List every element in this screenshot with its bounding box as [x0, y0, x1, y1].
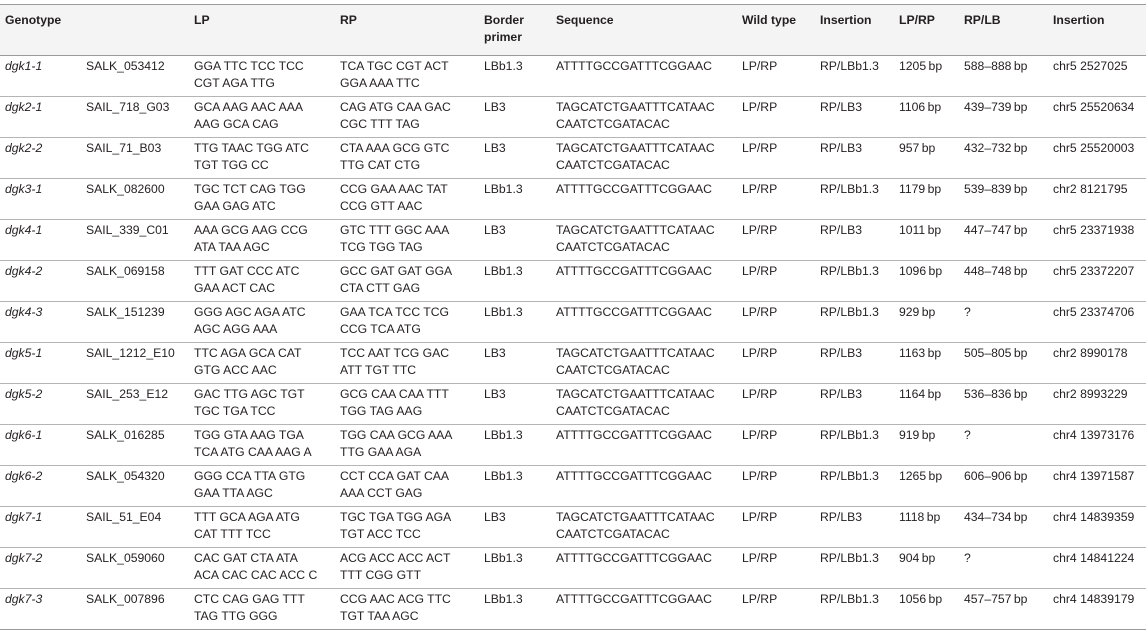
rp-primer-line: CCT CCA GAT CAA — [340, 469, 450, 483]
table-row — [0, 343, 1146, 384]
wild-type-cell: LP/RP — [742, 182, 778, 196]
lp-primer-line: TAG TTG GGG — [194, 609, 278, 623]
insertion-position-cell: chr4 13971587 — [1053, 469, 1135, 483]
sequence-cell — [556, 425, 742, 466]
rp-primer-cell — [340, 548, 484, 589]
rp-primer-line: GTC TTT GGC AAA — [340, 223, 450, 237]
insertion-cell: RP/LBb1.3 — [820, 428, 879, 442]
genotype-cell: dgk2-1 — [5, 100, 43, 114]
sequence-cell — [556, 343, 742, 384]
sequence-line: ATTTTGCCGATTTCGGAAC — [556, 264, 712, 278]
lp-rp-size-cell: 1118 bp — [899, 510, 941, 524]
rp-primer-line: ACG ACC ACC ACT — [340, 551, 451, 565]
insertion-cell: RP/LBb1.3 — [820, 182, 879, 196]
rp-primer-cell — [340, 302, 484, 343]
wild-type-cell: LP/RP — [742, 346, 778, 360]
rp-primer-line: GCC GAT GAT GGA — [340, 264, 453, 278]
table-header-row — [0, 5, 1146, 56]
lp-primer-line: TTG TAAC TGG ATC — [194, 141, 309, 155]
line-id-cell: SALK_016285 — [86, 428, 165, 442]
genotype-cell: dgk2-2 — [5, 141, 43, 155]
insertion-position-cell: chr5 23372207 — [1053, 264, 1135, 278]
genotype-cell: dgk4-1 — [5, 223, 43, 237]
rp-lb-size-cell: 606–906 bp — [964, 469, 1028, 483]
lp-primer-cell — [194, 56, 340, 97]
table-row — [0, 384, 1146, 425]
rp-lb-size-cell: 457–757 bp — [964, 592, 1028, 606]
insertion-cell: RP/LBb1.3 — [820, 305, 879, 319]
sequence-line: CAATCTCGATACAC — [556, 240, 670, 254]
rp-primer-cell — [340, 384, 484, 425]
lp-rp-size-cell: 1056 bp — [899, 592, 943, 606]
sequence-cell — [556, 56, 742, 97]
rp-primer-line: ATT TGT TTC — [340, 363, 417, 377]
insertion-cell: RP/LBb1.3 — [820, 59, 879, 73]
lp-rp-size-cell: 904 bp — [899, 551, 936, 565]
header-lp-rp: LP/RP — [899, 13, 935, 27]
wild-type-cell: LP/RP — [742, 223, 778, 237]
rp-primer-cell — [340, 97, 484, 138]
lp-primer-cell — [194, 261, 340, 302]
genotype-cell: dgk3-1 — [5, 182, 43, 196]
line-id-cell: SALK_053412 — [86, 59, 165, 73]
lp-primer-line: AGC AGG AAA — [194, 322, 278, 336]
sequence-line: ATTTTGCCGATTTCGGAAC — [556, 59, 712, 73]
border-primer-cell: LB3 — [484, 223, 506, 237]
lp-primer-line: GAA TTA AGC — [194, 486, 273, 500]
insertion-position-cell: chr5 23371938 — [1053, 223, 1135, 237]
header-wild-type: Wild type — [742, 13, 797, 27]
lp-primer-line: TTT GCA AGA ATG — [194, 510, 300, 524]
rp-primer-line: CCG GTT AAC — [340, 199, 423, 213]
rp-lb-size-cell: 432–732 bp — [964, 141, 1028, 155]
table-row — [0, 548, 1146, 589]
lp-primer-line: TGG GTA AAG TGA — [194, 428, 304, 442]
lp-rp-size-cell: 1205 bp — [899, 59, 943, 73]
lp-rp-size-cell: 1265 bp — [899, 469, 943, 483]
rp-primer-line: TTT CGG GTT — [340, 568, 422, 582]
rp-lb-size-cell: 536–836 bp — [964, 387, 1028, 401]
sequence-line: CAATCTCGATACAC — [556, 404, 670, 418]
border-primer-cell: LBb1.3 — [484, 264, 523, 278]
lp-primer-cell — [194, 220, 340, 261]
header-rp: RP — [340, 13, 357, 27]
line-id-cell: SALK_059060 — [86, 551, 165, 565]
rp-primer-line: TGC TGA TGG AGA — [340, 510, 452, 524]
insertion-position-cell: chr2 8993229 — [1053, 387, 1128, 401]
insertion-cell: RP/LB3 — [820, 387, 863, 401]
sequence-line: CAATCTCGATACAC — [556, 117, 670, 131]
sequence-line: CAATCTCGATACAC — [556, 363, 670, 377]
insertion-position-cell: chr4 14839179 — [1053, 592, 1135, 606]
rp-primer-line: CCG AAC ACG TTC — [340, 592, 451, 606]
rp-primer-line: TGG CAA GCG AAA — [340, 428, 453, 442]
header-border-primer-label: Border primer — [484, 13, 524, 44]
rp-primer-line: TCG TGG TAG — [340, 240, 423, 254]
lp-primer-line: CTC CAG GAG TTT — [194, 592, 305, 606]
genotype-cell: dgk1-1 — [5, 59, 43, 73]
insertion-cell: RP/LB3 — [820, 223, 863, 237]
rp-primer-line: TGT ACC TCC — [340, 527, 421, 541]
border-primer-cell: LBb1.3 — [484, 592, 523, 606]
insertion-position-cell: chr2 8990178 — [1053, 346, 1128, 360]
genotype-cell: dgk4-2 — [5, 264, 43, 278]
lp-primer-cell — [194, 97, 340, 138]
sequence-cell — [556, 179, 742, 220]
rp-primer-line: CAG ATG CAA GAC — [340, 100, 451, 114]
insertion-cell: RP/LB3 — [820, 346, 863, 360]
genotype-cell: dgk7-3 — [5, 592, 43, 606]
rp-lb-size-cell: ? — [964, 428, 971, 442]
rp-primer-cell — [340, 343, 484, 384]
wild-type-cell: LP/RP — [742, 428, 778, 442]
border-primer-cell: LBb1.3 — [484, 182, 523, 196]
rp-primer-cell — [340, 507, 484, 548]
insertion-cell: RP/LBb1.3 — [820, 469, 879, 483]
rp-primer-line: CCG TCA ATG — [340, 322, 421, 336]
line-id-cell: SALK_151239 — [86, 305, 165, 319]
wild-type-cell: LP/RP — [742, 510, 778, 524]
sequence-cell — [556, 507, 742, 548]
lp-rp-size-cell: 1096 bp — [899, 264, 943, 278]
rp-primer-line: TCC AAT TCG GAC — [340, 346, 450, 360]
lp-primer-cell — [194, 466, 340, 507]
wild-type-cell: LP/RP — [742, 141, 778, 155]
lp-primer-line: TGC TGA TCC — [194, 404, 276, 418]
rp-primer-line: TCA TGC CGT ACT — [340, 59, 449, 73]
genotype-cell: dgk6-2 — [5, 469, 43, 483]
header-border-primer — [484, 5, 556, 56]
rp-lb-size-cell: 434–734 bp — [964, 510, 1028, 524]
insertion-position-cell: chr5 23374706 — [1053, 305, 1135, 319]
table-row — [0, 220, 1146, 261]
header-insertion: Insertion — [820, 13, 872, 27]
lp-primer-line: AAA GCG AAG CCG — [194, 223, 308, 237]
insertion-cell: RP/LB3 — [820, 141, 863, 155]
insertion-position-cell: chr4 14841224 — [1053, 551, 1135, 565]
sequence-line: TAGCATCTGAATTTCATAAC — [556, 100, 715, 114]
border-primer-cell: LBb1.3 — [484, 305, 523, 319]
sequence-line: ATTTTGCCGATTTCGGAAC — [556, 592, 712, 606]
rp-primer-line: CCG GAA AAC TAT — [340, 182, 448, 196]
border-primer-cell: LBb1.3 — [484, 551, 523, 565]
insertion-position-cell: chr2 8121795 — [1053, 182, 1128, 196]
sequence-cell — [556, 548, 742, 589]
border-primer-cell: LBb1.3 — [484, 469, 523, 483]
lp-primer-line: CAC GAT CTA ATA — [194, 551, 298, 565]
wild-type-cell: LP/RP — [742, 264, 778, 278]
lp-primer-cell — [194, 384, 340, 425]
table-row — [0, 138, 1146, 179]
lp-rp-size-cell: 957 bp — [899, 141, 936, 155]
sequence-cell — [556, 261, 742, 302]
rp-primer-cell — [340, 138, 484, 179]
insertion-cell: RP/LBb1.3 — [820, 592, 879, 606]
rp-primer-cell — [340, 179, 484, 220]
insertion-cell: RP/LB3 — [820, 510, 863, 524]
lp-primer-line: CAT TTT TCC — [194, 527, 271, 541]
genotype-cell: dgk7-2 — [5, 551, 43, 565]
genotype-cell: dgk4-3 — [5, 305, 43, 319]
insertion-position-cell: chr4 13973176 — [1053, 428, 1135, 442]
rp-primer-line: GGA AAA TTC — [340, 76, 420, 90]
sequence-cell — [556, 97, 742, 138]
genotype-cell: dgk7-1 — [5, 510, 43, 524]
sequence-line: ATTTTGCCGATTTCGGAAC — [556, 469, 712, 483]
lp-rp-size-cell: 929 bp — [899, 305, 936, 319]
rp-primer-line: TGG TAG AAG — [340, 404, 423, 418]
lp-primer-line: GGG AGC AGA ATC — [194, 305, 306, 319]
lp-primer-line: GAC TTG AGC TGT — [194, 387, 305, 401]
sequence-cell — [556, 384, 742, 425]
lp-primer-line: TCA ATG CAA AAG A — [194, 445, 312, 459]
lp-primer-line: ATA TAA AGC — [194, 240, 270, 254]
line-id-cell: SAIL_339_C01 — [86, 223, 169, 237]
sequence-line: TAGCATCTGAATTTCATAAC — [556, 510, 715, 524]
table-row — [0, 97, 1146, 138]
table-row — [0, 302, 1146, 343]
lp-primer-line: GGG CCA TTA GTG — [194, 469, 306, 483]
header-insertion-position: Insertion — [1053, 13, 1105, 27]
lp-primer-cell — [194, 507, 340, 548]
rp-primer-line: TTG CAT CTG — [340, 158, 421, 172]
border-primer-cell: LB3 — [484, 510, 506, 524]
lp-primer-line: ACA CAC CAC ACC C — [194, 568, 318, 582]
wild-type-cell: LP/RP — [742, 100, 778, 114]
genotype-cell: dgk5-2 — [5, 387, 43, 401]
lp-primer-line: CGT AGA TTG — [194, 76, 275, 90]
lp-primer-line: GTG ACC AAC — [194, 363, 277, 377]
primer-table-container — [0, 4, 1146, 630]
table-row — [0, 466, 1146, 507]
lp-rp-size-cell: 1164 bp — [899, 387, 942, 401]
wild-type-cell: LP/RP — [742, 387, 778, 401]
table-row — [0, 589, 1146, 630]
rp-lb-size-cell: 448–748 bp — [964, 264, 1028, 278]
lp-primer-line: GAA GAG ATC — [194, 199, 276, 213]
line-id-cell: SAIL_718_G03 — [86, 100, 170, 114]
lp-primer-cell — [194, 138, 340, 179]
lp-primer-line: GGA TTC TCC TCC — [194, 59, 304, 73]
sequence-line: ATTTTGCCGATTTCGGAAC — [556, 428, 712, 442]
insertion-cell: RP/LB3 — [820, 100, 863, 114]
rp-primer-line: TTG GAA AGA — [340, 445, 422, 459]
sequence-line: CAATCTCGATACAC — [556, 158, 670, 172]
lp-primer-line: GCA AAG AAC AAA — [194, 100, 304, 114]
lp-rp-size-cell: 1179 bp — [899, 182, 942, 196]
lp-primer-line: TTT GAT CCC ATC — [194, 264, 300, 278]
sequence-line: CAATCTCGATACAC — [556, 527, 670, 541]
insertion-cell: RP/LBb1.3 — [820, 551, 879, 565]
rp-primer-line: CTA AAA GCG GTC — [340, 141, 450, 155]
lp-primer-cell — [194, 589, 340, 630]
wild-type-cell: LP/RP — [742, 469, 778, 483]
header-lp: LP — [194, 13, 210, 27]
sequence-cell — [556, 466, 742, 507]
sequence-line: ATTTTGCCGATTTCGGAAC — [556, 305, 712, 319]
border-primer-cell: LB3 — [484, 387, 506, 401]
rp-lb-size-cell: ? — [964, 305, 971, 319]
sequence-line: ATTTTGCCGATTTCGGAAC — [556, 551, 712, 565]
header-sequence: Sequence — [556, 13, 614, 27]
lp-primer-line: GAA ACT CAC — [194, 281, 276, 295]
wild-type-cell: LP/RP — [742, 59, 778, 73]
lp-rp-size-cell: 919 bp — [899, 428, 936, 442]
line-id-cell: SAIL_1212_E10 — [86, 346, 175, 360]
rp-lb-size-cell: 439–739 bp — [964, 100, 1028, 114]
border-primer-cell: LBb1.3 — [484, 59, 523, 73]
rp-primer-line: CGC TTT TAG — [340, 117, 420, 131]
lp-primer-line: TTC AGA GCA CAT — [194, 346, 302, 360]
line-id-cell: SAIL_253_E12 — [86, 387, 168, 401]
lp-primer-cell — [194, 548, 340, 589]
wild-type-cell: LP/RP — [742, 305, 778, 319]
rp-primer-cell — [340, 466, 484, 507]
lp-primer-cell — [194, 179, 340, 220]
rp-primer-line: TGT TAA AGC — [340, 609, 419, 623]
rp-primer-line: CTA CTT GAG — [340, 281, 421, 295]
line-id-cell: SAIL_51_E04 — [86, 510, 162, 524]
rp-lb-size-cell: 588–888 bp — [964, 59, 1028, 73]
genotype-cell: dgk5-1 — [5, 346, 43, 360]
rp-lb-size-cell: 505–805 bp — [964, 346, 1028, 360]
primer-table — [0, 4, 1146, 630]
line-id-cell: SALK_054320 — [86, 469, 165, 483]
lp-rp-size-cell: 1163 bp — [899, 346, 942, 360]
header-rp-lb: RP/LB — [964, 13, 1001, 27]
rp-primer-cell — [340, 261, 484, 302]
lp-primer-line: AAG GCA CAG — [194, 117, 279, 131]
lp-rp-size-cell: 1011 bp — [899, 223, 942, 237]
sequence-cell — [556, 138, 742, 179]
insertion-cell: RP/LBb1.3 — [820, 264, 879, 278]
lp-primer-cell — [194, 425, 340, 466]
table-body — [0, 56, 1146, 630]
border-primer-cell: LB3 — [484, 100, 506, 114]
table-row — [0, 507, 1146, 548]
sequence-line: TAGCATCTGAATTTCATAAC — [556, 346, 715, 360]
border-primer-cell: LB3 — [484, 346, 506, 360]
table-row — [0, 425, 1146, 466]
wild-type-cell: LP/RP — [742, 592, 778, 606]
sequence-line: TAGCATCTGAATTTCATAAC — [556, 141, 715, 155]
rp-primer-line: GAA TCA TCC TCG — [340, 305, 450, 319]
table-row — [0, 261, 1146, 302]
genotype-cell: dgk6-1 — [5, 428, 43, 442]
border-primer-cell: LB3 — [484, 141, 506, 155]
table-row — [0, 56, 1146, 97]
rp-primer-cell — [340, 425, 484, 466]
line-id-cell: SALK_069158 — [86, 264, 165, 278]
lp-primer-cell — [194, 343, 340, 384]
sequence-line: TAGCATCTGAATTTCATAAC — [556, 223, 715, 237]
rp-primer-cell — [340, 589, 484, 630]
sequence-cell — [556, 302, 742, 343]
insertion-position-cell: chr5 2527025 — [1053, 59, 1128, 73]
rp-lb-size-cell: 447–747 bp — [964, 223, 1028, 237]
header-genotype: Genotype — [5, 13, 62, 27]
insertion-position-cell: chr4 14839359 — [1053, 510, 1135, 524]
wild-type-cell: LP/RP — [742, 551, 778, 565]
lp-primer-line: TGC TCT CAG TGG — [194, 182, 306, 196]
rp-primer-line: AAA CCT GAG — [340, 486, 423, 500]
lp-primer-cell — [194, 302, 340, 343]
sequence-cell — [556, 589, 742, 630]
rp-primer-cell — [340, 220, 484, 261]
line-id-cell: SALK_007896 — [86, 592, 165, 606]
rp-lb-size-cell: ? — [964, 551, 971, 565]
insertion-position-cell: chr5 25520003 — [1053, 141, 1135, 155]
insertion-position-cell: chr5 25520634 — [1053, 100, 1135, 114]
line-id-cell: SALK_082600 — [86, 182, 165, 196]
header-line — [86, 5, 194, 56]
lp-primer-line: TGT TGG CC — [194, 158, 269, 172]
sequence-cell — [556, 220, 742, 261]
rp-primer-cell — [340, 56, 484, 97]
sequence-line: ATTTTGCCGATTTCGGAAC — [556, 182, 712, 196]
lp-rp-size-cell: 1106 bp — [899, 100, 942, 114]
border-primer-cell: LBb1.3 — [484, 428, 523, 442]
table-row — [0, 179, 1146, 220]
rp-lb-size-cell: 539–839 bp — [964, 182, 1028, 196]
sequence-line: TAGCATCTGAATTTCATAAC — [556, 387, 715, 401]
line-id-cell: SAIL_71_B03 — [86, 141, 162, 155]
rp-primer-line: GCG CAA CAA TTT — [340, 387, 449, 401]
